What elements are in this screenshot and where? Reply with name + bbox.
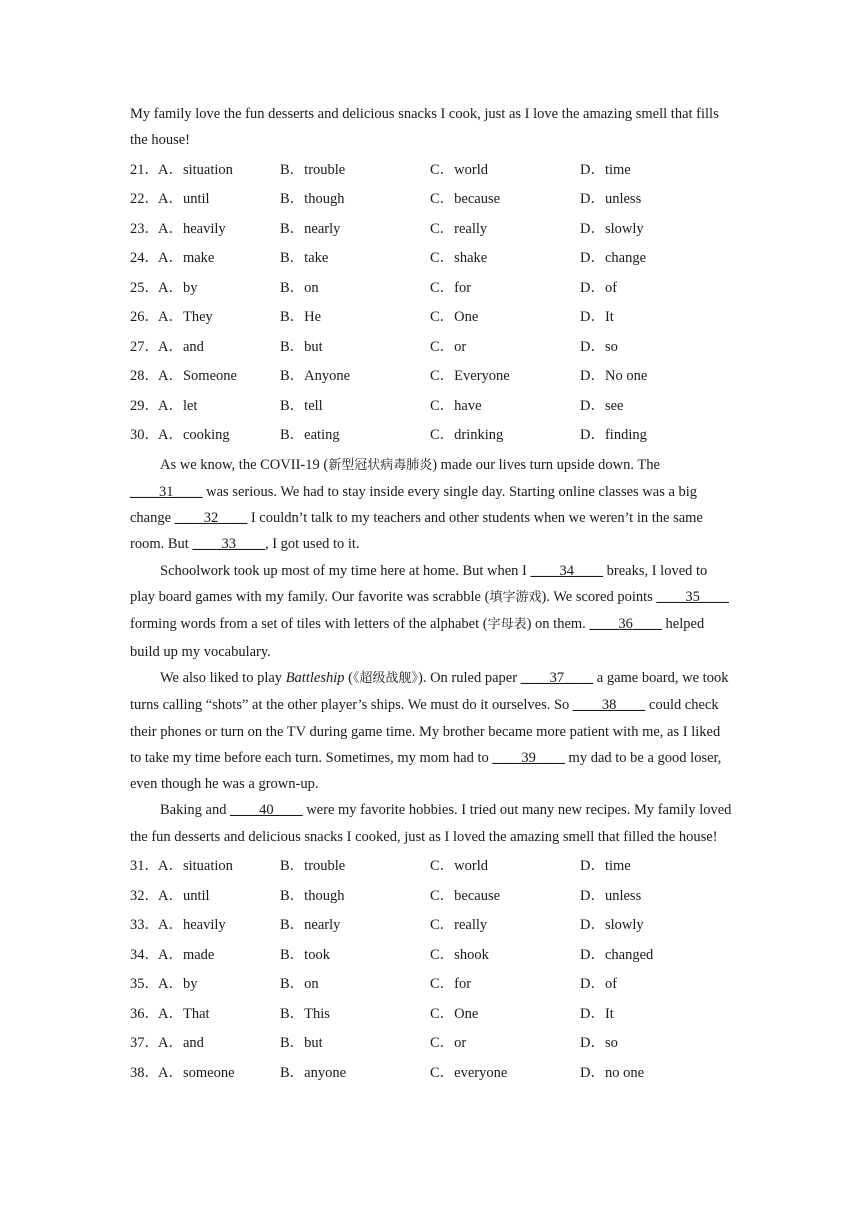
blank-36: ____36____ [589,616,662,633]
option-d: D．change [580,250,647,267]
blank-34: ____34____ [530,562,604,579]
option-d: D．finding [580,427,647,444]
text-run: forming words from a set of tiles with letters of the alphabet ( [130,616,488,633]
option-d: D．so [580,338,618,355]
option-b: B．He [280,309,322,326]
question-number: 32． [130,887,159,904]
option-b: B．nearly [280,220,341,237]
text-run: Schoolwork took up most of my time here at home. But when I [160,562,531,579]
game-title: Battleship [285,669,345,686]
text-run: Baking and [160,802,231,819]
option-a: A．by [158,279,198,296]
question-row [130,1027,735,1057]
text-run: ) made our lives turn upside down. The [432,456,660,473]
option-a: A．heavily [158,917,226,934]
question-number: 35． [130,976,159,993]
blank-32: ____32____ [174,510,248,527]
option-c: C．everyone [430,1064,508,1081]
option-c: C．world [430,161,488,178]
question-row [130,419,735,449]
chinese-gloss: 字母表 [487,617,527,633]
option-d: D．It [580,1005,614,1022]
option-b: B．This [280,1005,330,1022]
option-b: B．took [280,946,330,963]
question-row [130,213,735,243]
option-b: B．tell [280,397,323,414]
option-d: D．unless [580,887,642,904]
option-c: C．because [430,887,501,904]
option-c: C．One [430,309,479,326]
question-row [130,242,735,272]
blank-38: ____38____ [572,697,646,714]
option-c: C．have [430,397,482,414]
option-a: A．Someone [158,368,237,385]
option-c: C．shake [430,250,488,267]
text-run: , I got used to it. [264,536,360,553]
text-run: could check their phones or turn on the TV during game time. My brother became more patient with me, as I liked to take my time before each turn. Sometimes, my mom had to [130,697,721,766]
option-d: D．unless [580,191,642,208]
text-run: I couldn’t talk to my teachers and other students when we weren’t in the same room. But [130,510,703,553]
question-list-21-30 [130,154,735,449]
question-number: 28． [130,368,159,385]
chinese-gloss: 《超级战舰》 [352,670,418,686]
question-number: 29． [130,397,159,414]
question-row [130,998,735,1028]
option-a: A．until [158,191,210,208]
question-number: 25． [130,279,159,296]
option-c: C．because [430,191,501,208]
option-b: B．on [280,279,319,296]
option-c: C．really [430,917,488,934]
option-a: A．They [158,309,213,326]
option-c: C．shook [430,946,489,963]
question-row [130,390,735,420]
blank-33: ____33____ [192,536,265,553]
option-c: C．for [430,976,472,993]
question-row [130,301,735,331]
option-a: A．made [158,946,215,963]
option-b: B．Anyone [280,368,351,385]
question-row [130,939,735,969]
question-row [130,183,735,213]
blank-37: ____37____ [520,669,594,686]
option-b: B．trouble [280,858,346,875]
option-a: A．That [158,1005,210,1022]
option-b: B．but [280,1035,323,1052]
question-list-31-38 [130,850,735,1086]
passage-paragraph-2 [130,558,735,665]
option-d: D．of [580,279,618,296]
intro-paragraph: My family love the fun desserts and delicious snacks I cook, just as I love the amazing smell that fills the house! [130,106,719,149]
question-number: 36． [130,1005,159,1022]
blank-39: ____39____ [492,749,565,766]
option-d: D．so [580,1035,618,1052]
chinese-gloss: 新型冠状病毒肺炎 [328,457,433,473]
option-a: A．until [158,887,210,904]
document-content [130,101,735,1086]
question-number: 37． [130,1035,159,1052]
question-number: 26． [130,309,159,326]
option-a: A．and [158,338,204,355]
passage-paragraph-4 [130,797,735,850]
question-number: 38． [130,1064,159,1081]
text-run: helped build up my vocabulary. [130,616,705,660]
option-c: C．One [430,1005,479,1022]
option-b: B．on [280,976,319,993]
option-a: A．situation [158,161,233,178]
text-run: was serious. We had to stay inside every single day. Starting online classes was a big change [130,483,698,527]
option-c: C．or [430,1035,467,1052]
option-a: A．by [158,976,198,993]
text-run: As we know, the COVII-19 ( [160,456,329,473]
option-c: C．or [430,338,467,355]
text-run: ) on them. [526,616,590,633]
option-a: A．someone [158,1064,235,1081]
option-a: A．cooking [158,427,230,444]
option-b: B．trouble [280,161,346,178]
option-d: D．time [580,858,631,875]
option-d: D．time [580,161,631,178]
question-number: 34． [130,946,159,963]
option-a: A．let [158,397,198,414]
text-run: ). We scored points [541,589,657,606]
question-number: 27． [130,338,159,355]
question-number: 22． [130,191,159,208]
passage-paragraph-3 [130,665,735,797]
question-row [130,1057,735,1087]
text-run: ( [344,669,353,686]
option-d: D．No one [580,368,648,385]
passage-paragraph-1 [130,452,735,558]
question-row [130,850,735,880]
option-c: C．drinking [430,427,504,444]
text-run: We also liked to play [160,669,286,686]
question-row [130,360,735,390]
question-row [130,331,735,361]
option-d: D．no one [580,1064,645,1081]
option-b: B．take [280,250,329,267]
option-d: D．slowly [580,917,644,934]
text-run: my dad to be a good loser, even though he was a grown-up. [130,749,722,793]
blank-40: ____40____ [230,802,303,819]
option-d: D．changed [580,946,654,963]
option-a: A．make [158,250,215,267]
question-number: 33． [130,917,159,934]
option-c: C．for [430,279,472,296]
text-run: were my favorite hobbies. I tried out many new recipes. My family loved the fun desserts and delicious snacks I cooked, just as I loved the amazing smell that filled the house! [130,802,732,845]
option-b: B．though [280,887,345,904]
blank-35: ____35____ [656,589,729,606]
option-b: B．anyone [280,1064,347,1081]
chinese-gloss: 填字游戏 [489,590,542,606]
option-a: A．heavily [158,220,226,237]
option-d: D．It [580,309,614,326]
question-row [130,272,735,302]
question-row [130,154,735,184]
option-d: D．of [580,976,618,993]
option-b: B．nearly [280,917,341,934]
question-number: 24． [130,250,159,267]
text-run: ). On ruled paper [417,669,521,686]
question-row [130,909,735,939]
option-c: C．really [430,220,488,237]
option-b: B．but [280,338,323,355]
option-a: A．and [158,1035,204,1052]
question-row [130,968,735,998]
question-number: 21． [130,161,159,178]
blank-31: ____31____ [130,483,203,500]
option-d: D．slowly [580,220,644,237]
option-a: A．situation [158,858,233,875]
question-row [130,880,735,910]
text-run: a game board, we took turns calling “shots” at the other player’s ships. We must do it ourselves. So [130,669,729,714]
question-number: 30． [130,427,159,444]
text-run: breaks, I loved to play board games with my family. Our favorite was scrabble ( [130,562,708,606]
option-b: B．eating [280,427,340,444]
option-d: D．see [580,397,624,414]
option-c: C．world [430,858,488,875]
question-number: 23． [130,220,159,237]
option-c: C．Everyone [430,368,510,385]
option-b: B．though [280,191,345,208]
question-number: 31． [130,858,159,875]
